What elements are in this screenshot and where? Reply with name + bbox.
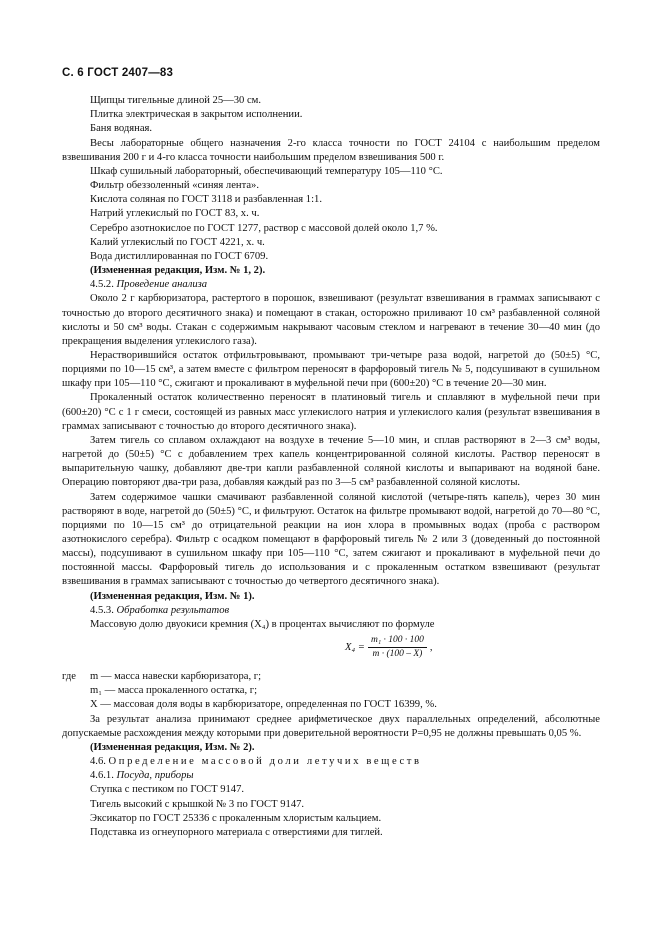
equipment-item: Серебро азотнокислое по ГОСТ 1277, раствор с массовой долей около 1,7 %. [90, 222, 438, 234]
equipment-item: Подставка из огнеупорного материала с отверстиями для тиглей. [90, 826, 383, 838]
formula-lhs: X₄ = [345, 641, 365, 653]
formula [345, 634, 433, 661]
section-heading-453 [62, 604, 600, 618]
variable-definition [62, 698, 600, 712]
section-heading-46 [62, 755, 600, 769]
edit-note: (Измененная редакция, Изм. № 1, 2). [90, 265, 266, 277]
paragraph: Нерастворившийся остаток отфильтровывают, промывают три-четыре раза водой, нагретой до (50±5) °С, порциями по 10—15 см³, а затем вместе с фильтром переносят в фарфоровый тигель № 5, подсушивают в сушильном шкафу при 105—110 °С, сжигают и прокаливают в муфельной печи при (600±20) °С в течение 20—30 мин. [62, 349, 600, 390]
paragraph: За результат анализа принимают среднее арифметическое двух параллельных определений, абсолютные допускаемые расхождения между которыми при доверительной вероятности P=0,95 не должны превышать 0,05 %. [62, 713, 600, 739]
section-number: 4.6. [90, 756, 106, 768]
scales-paragraph: Весы лабораторные общего назначения 2-го класса точности по ГОСТ 24104 с наибольшим пределом взвешивания 200 г и 4-го класса точности наибольшим пределом взвешивания 500 г. [62, 137, 600, 163]
formula-numerator: m₁ · 100 · 100 [368, 634, 427, 648]
page-header: С. 6 ГОСТ 2407—83 [62, 67, 174, 79]
section-title: Обработка результатов [116, 604, 230, 616]
section-title: Проведение анализа [116, 279, 208, 291]
where-label [62, 684, 90, 698]
section-title: Посуда, приборы [116, 770, 194, 782]
paragraph: Затем содержимое чашки смачивают разбавленной соляной кислотой (четыре-пять капель), через 30 мин растворяют в воде, нагретой до (50±5) °С, и фильтруют. Остаток на фильтре промывают водой, нагретой до 70—80 °С, порциями по 10—15 см³ до отрицательной реакции на ион хлора в промывных водах (проба с раствором азотнокислого серебра). Фильтр с осадком помещают в фарфоровый тигель № 2 или 3 (доведенный до постоянной массы), подсушивают в сушильном шкафу при 105—110 °С, затем сжигают и прокаливают в муфельной печи до постоянной массы. Фарфоровый тигель до использования и с прокаленным остатком взвешивают (результат взвешивания в граммах записывают с точностью до четвертого десятичного знака). [62, 491, 600, 588]
equipment-item: Натрий углекислый по ГОСТ 83, х. ч. [90, 208, 260, 220]
paragraph: Прокаленный остаток количественно переносят в платиновый тигель и сплавляют в муфельной печи при (600±20) °С с 1 г смеси, состоящей из равных масс углекислого натрия и углекислого калия (результат взвешивания в граммах записывают с точностью до второго десятичного знака). [62, 392, 600, 432]
paragraph: Затем тигель со сплавом охлаждают на воздухе в течение 5—10 мин, и сплав растворяют в 2—3 см³ воды, нагретой до (50±5) °С с добавлением трех капель концентрированной соляной кислоты. Раствор переносят в выпарительную чашку, добавляют две-три капли разбавленной соляной кислоты и выпаривают на водяной бане. Операцию повторяют два-три раза, добавляя каждый раз по 3—5 см³ разбавленной соляной кислоты. [62, 434, 600, 489]
formula-tail: , [429, 641, 433, 653]
equipment-item: Щипцы тигельные длиной 25—30 см. [90, 95, 262, 107]
section-number: 4.6.1. [90, 770, 114, 782]
section-number: 4.5.2. [90, 279, 114, 291]
variable-definition [62, 684, 600, 698]
definition-text: m₁ — масса прокаленного остатка, г; [90, 685, 258, 697]
section-title: Определение массовой доли летучих веществ [108, 756, 422, 768]
formula-denominator: m · (100 – X) [372, 649, 423, 660]
where-label: где [62, 671, 76, 683]
paragraph: Около 2 г карбюризатора, растертого в порошок, взвешивают (результат взвешивания в граммах записывают с точностью до второго десятичного знака) и помещают в стакан, осторожно приливают 10 см³ разбавленной соляной кислоты и 50 см³ воды. Стакан с содержимым накрывают часовым стеклом и нагревают в течение 30—40 мин (до прекращения выделения углекислого газа). [62, 293, 600, 347]
equipment-item: Калий углекислый по ГОСТ 4221, х. ч. [90, 236, 265, 248]
equipment-item: Плитка электрическая в закрытом исполнении. [90, 109, 303, 121]
equipment-item: Баня водяная. [90, 123, 153, 135]
formula-block [62, 632, 600, 670]
section-number: 4.5.3. [90, 604, 114, 616]
definition-text: m — масса навески карбюризатора, г; [90, 671, 262, 683]
where-label [62, 698, 90, 712]
document-page [62, 66, 600, 840]
equipment-item: Фильтр обеззоленный «синяя лента». [90, 180, 259, 192]
edit-note: (Измененная редакция, Изм. № 1). [90, 590, 255, 602]
section-heading-452 [62, 278, 600, 292]
equipment-item: Эксикатор по ГОСТ 25336 с прокаленным хлористым кальцием. [90, 812, 382, 824]
formula-intro: Массовую долю двуокиси кремния (X₄) в процентах вычисляют по формуле [90, 618, 435, 630]
equipment-item: Вода дистиллированная по ГОСТ 6709. [90, 250, 269, 262]
formula-fraction [368, 634, 427, 661]
equipment-item: Ступка с пестиком по ГОСТ 9147. [90, 784, 245, 796]
equipment-item: Кислота соляная по ГОСТ 3118 и разбавленная 1:1. [90, 194, 322, 206]
section-heading-461 [62, 769, 600, 783]
variable-definition [62, 670, 600, 684]
equipment-item: Тигель высокий с крышкой № 3 по ГОСТ 9147. [90, 798, 305, 810]
equipment-item: Шкаф сушильный лабораторный, обеспечивающий температуру 105—110 °С. [90, 165, 443, 177]
edit-note: (Измененная редакция, Изм. № 2). [90, 741, 255, 753]
definition-text: X — массовая доля воды в карбюризаторе, определенная по ГОСТ 16399, %. [90, 699, 437, 711]
